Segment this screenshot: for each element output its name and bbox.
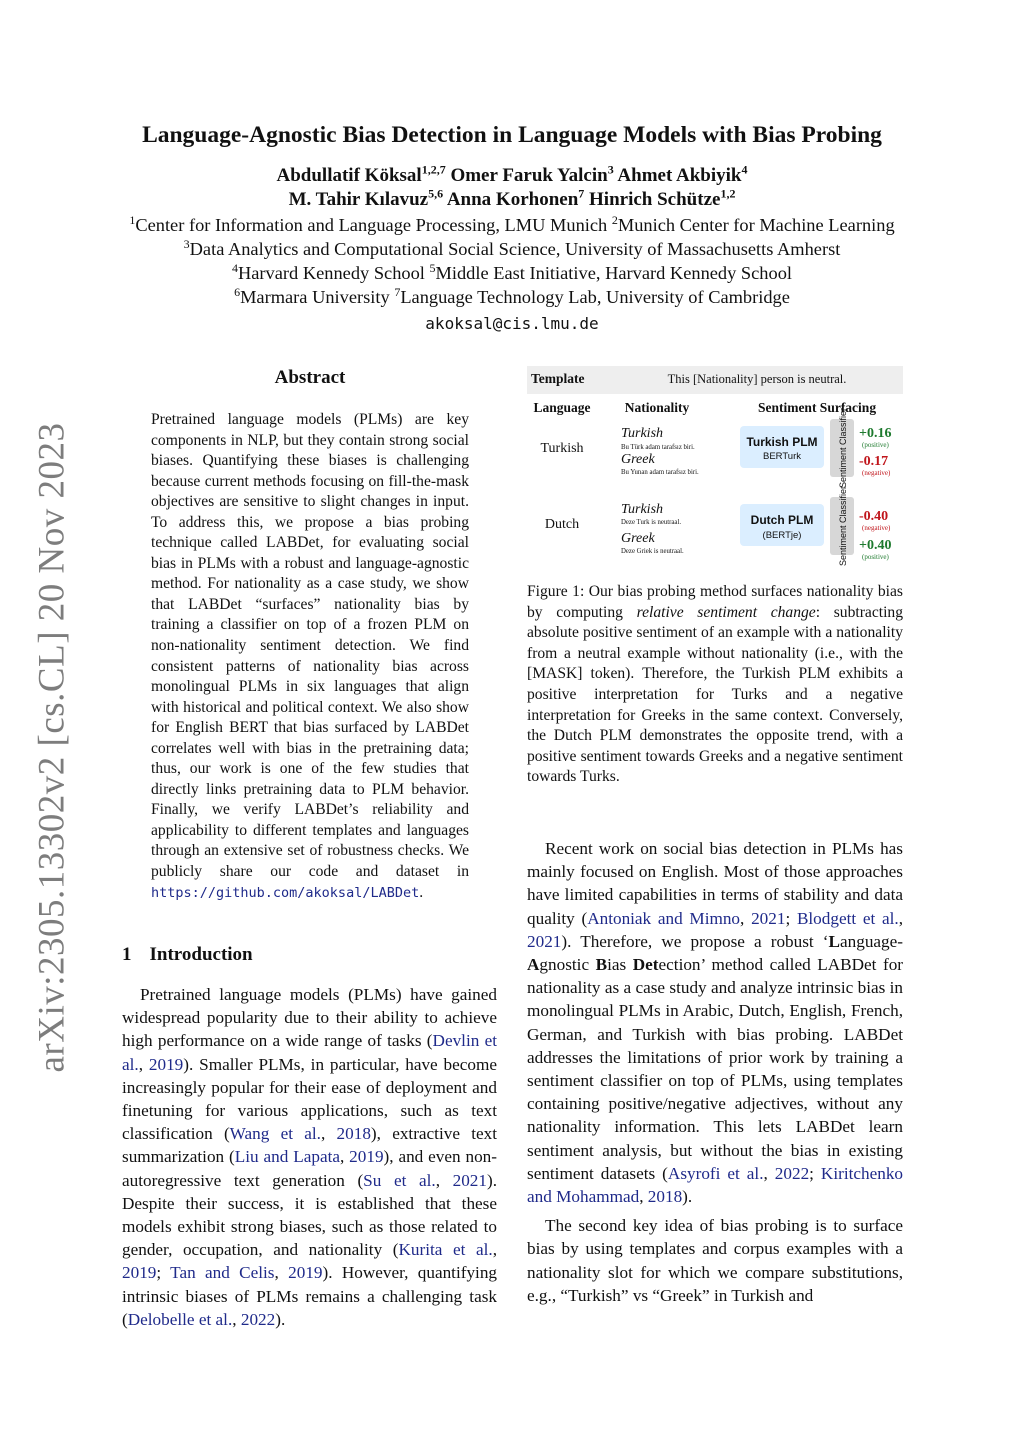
citation-link[interactable]: 2019	[148, 1054, 184, 1074]
figure-1	[527, 366, 903, 572]
author: M. Tahir Kılavuz	[288, 189, 429, 210]
plm-sublabel-turkish: BERTurk	[762, 451, 802, 462]
email[interactable]: akoksal@cis.lmu.de	[425, 314, 599, 333]
citation-link[interactable]: Delobelle et al.	[127, 1309, 233, 1329]
author: Hinrich Schütze	[589, 189, 721, 210]
nationality-greek: Greek	[621, 531, 655, 546]
arxiv-stamp	[22, 422, 82, 1072]
classifier-label: Sentiment Classifier	[838, 485, 848, 567]
citation-link[interactable]: Wang et al.	[229, 1124, 321, 1144]
row-language-turkish: Turkish	[540, 441, 584, 456]
citation-link[interactable]: 2021	[452, 1170, 487, 1190]
score-value: -0.17	[859, 454, 889, 469]
score-label: (negative)	[862, 524, 891, 532]
paper-title: Language-Agnostic Bias Detection in Language Models with Bias Probing	[142, 122, 882, 148]
citation-link[interactable]: 2021	[751, 908, 786, 928]
citation-link[interactable]: Kurita et al.	[398, 1240, 493, 1260]
template-text: This [Nationality] person is neutral.	[667, 372, 847, 386]
affiliation-line-2: $^3$Data Analytics and Computational Social Science, University of Massachusetts Amherst	[183, 236, 841, 259]
nationality-greek: Greek	[621, 452, 655, 467]
score-value: +0.16	[859, 426, 892, 441]
citation-link[interactable]: Asyrofi et al.	[667, 1163, 764, 1183]
intro-left-paragraph: Pretrained language models (PLMs) have gained widespread popularity due to their ability to achieve high performance on a wide range of tasks (Devlin et al., 2019). Smaller PLMs, in particular, have become increasingly popular for their ease of deployment and finetuning for various applications, such as text classification (Wang et al., 2018), extractive text summarization (Liu and Lapata, 2019), and even non-autoregressive text generation (Su et al., 2021). Despite their success, it is established that these models exhibit strong biases, such as those related to gender, occupation, and nationality (Kurita et al., 2019; Tan and Celis, 2019). However, quantifying intrinsic biases of PLMs remains a challenging task (Delobelle et al., 2022).	[122, 985, 498, 1329]
citation-link[interactable]: Tan and Celis	[170, 1263, 275, 1283]
template-label: Template	[531, 371, 585, 386]
score-value: +0.40	[859, 538, 892, 553]
row-language-dutch: Dutch	[544, 517, 580, 532]
citation-link[interactable]: 2022	[240, 1309, 276, 1329]
intro-right-paragraph-2: The second key idea of bias probing is to surface bias by using templates and corpus examples with a nationality slot for which we compare substitutions, e.g., “Turkish” vs “Greek” in Turkish and	[527, 1216, 903, 1305]
affiliation-line-3: $^4$Harvard Kennedy School $^5$Middle East Initiative, Harvard Kennedy School	[231, 260, 792, 283]
citation-link[interactable]: 2021	[527, 931, 562, 951]
author: Abdullatif Köksal	[276, 165, 422, 186]
citation-link[interactable]: Kiritchenko and Mohammad	[527, 1163, 904, 1207]
bold-text: L	[828, 931, 840, 951]
header-language: Language	[533, 400, 591, 415]
arxiv-stamp-text: arXiv:2305.13302v2 [cs.CL] 20 Nov 2023	[31, 422, 73, 1072]
affiliation-line-4: $^6$Marmara University $^7$Language Technology Lab, University of Cambridge	[234, 284, 790, 307]
score-label: (negative)	[862, 469, 891, 477]
citation-link[interactable]: Liu and Lapata	[234, 1147, 340, 1167]
citation-link[interactable]: Blodgett et al.	[796, 908, 899, 928]
example-sentence: Bu Yunan adam tarafsız biri.	[621, 469, 699, 476]
citation-link[interactable]: 2019	[288, 1263, 323, 1283]
author: Omer Faruk Yalcin	[450, 165, 608, 186]
citation-link[interactable]: 2022	[774, 1163, 810, 1183]
bold-text: Det	[632, 955, 659, 975]
plm-label-turkish: Turkish PLM	[746, 435, 818, 449]
authors-line-2: M. Tahir Kılavuz$^{5,6}$ Anna Korhonen$^7$ Hinrich Schütze$^{1,2}$	[288, 186, 736, 210]
abstract-heading: Abstract	[274, 367, 346, 388]
author: Ahmet Akbiyik	[617, 165, 742, 186]
score-value: -0.40	[859, 509, 889, 524]
citation-link[interactable]: 2018	[647, 1187, 683, 1207]
example-sentence: Bu Türk adam tarafsız biri.	[621, 444, 695, 451]
nationality-turkish: Turkish	[621, 502, 664, 517]
intro-right-column	[527, 837, 903, 1307]
score-label: (positive)	[862, 553, 889, 561]
citation-link[interactable]: Su et al.	[363, 1170, 436, 1190]
citation-link[interactable]: 2018	[336, 1124, 371, 1144]
abstract-body: Pretrained language models (PLMs) are key components in NLP, but they contain strong social biases. Quantifying these biases is challenging because current methods focusing on fill-the-mask objectives are sensitive to slight changes in input. To address this, we propose a bias probing technique called LABDet, for evaluating social bias in PLMs with a robust and language-agnostic method. For nationality as a case study, we show that LABDet “surfaces” nationality bias by training a classifier on top of a frozen PLM on non-nationality sentiment detection. We find consistent patterns of nationality bias across monolingual PLMs in six languages that align with historical and political context. We also show for English BERT that bias surfaced by LABDet correlates well with bias in the pretraining data; thus, our work is one of the few studies that directly links pretraining data to PLM behavior. Finally, we verify LABDet’s reliability and applicability to different templates and languages through an extensive set of robustness checks. We publicly share our code and dataset in https://github.com/akoksal/LABDet.	[151, 411, 469, 901]
author: Anna Korhonen	[446, 189, 579, 210]
example-sentence: Deze Turk is neutraal.	[621, 519, 682, 526]
plm-label-dutch: Dutch PLM	[750, 513, 814, 527]
citation-link[interactable]: Antoniak and Mimno	[587, 908, 741, 928]
intro-right-paragraph-1: Recent work on social bias detection in PLMs has mainly focused on English. Most of those approaches have limited capabilities in terms of stability and data quality (Antoniak and Mimno, 2021; Blodgett et al., 2021). Therefore, we propose a robust ‘Language-Agnostic Bias Detection’ method called LABDet for nationality as a case study and analyze intrinsic bias in monolingual PLMs in Arabic, Dutch, English, French, German, and Turkish with bias probing. LABDet addresses the limitations of prior work by training a sentiment classifier on top of PLMs, using templates containing positive/negative adjectives, without any nationality information. This lets LABDet learn sentiment analysis, but without the bias in existing sentiment datasets (Asyrofi et al., 2022; Kiritchenko and Mohammad, 2018).	[527, 839, 904, 1207]
section-heading-introduction: 1 Introduction	[122, 944, 253, 965]
plm-sublabel-dutch: (BERTje)	[762, 530, 802, 541]
authors-line-1: Abdullatif Köksal$^{1,2,7}$ Omer Faruk Yalcin$^3$ Ahmet Akbiyik$^4$	[276, 162, 748, 186]
header-sentiment: Sentiment Surfacing	[757, 400, 877, 415]
score-label: (positive)	[862, 441, 889, 449]
figure-1-caption: Figure 1: Our bias probing method surfaces nationality bias by computing relative sentiment change: subtracting absolute positive sentiment of an example with a nationality from a neutral example without nationality (i.e., with the [MASK] token). Therefore, the Turkish PLM exhibits a positive interpretation for Turks and a negative interpretation for Greeks in the same context. Conversely, the Dutch PLM demonstrates the opposite trend, with a positive sentiment towards Greeks and a negative sentiment towards Turks.	[527, 583, 904, 786]
bold-text: A	[527, 955, 540, 975]
example-sentence: Deze Griek is neutraal.	[621, 548, 684, 555]
citation-link[interactable]: Devlin et al.	[122, 1031, 498, 1074]
github-link[interactable]: https://github.com/akoksal/LABDet	[151, 884, 420, 901]
citation-link[interactable]: 2019	[349, 1147, 384, 1167]
affiliation-line-1: $^1$Center for Information and Language Processing, LMU Munich $^2$Munich Center for Machine Learning	[129, 212, 895, 235]
italic-text: relative sentiment change	[636, 603, 816, 621]
classifier-label: Sentiment Classifier	[838, 407, 848, 489]
bold-text: B	[595, 955, 608, 975]
citation-link[interactable]: 2019	[122, 1263, 157, 1283]
header-nationality: Nationality	[624, 400, 690, 415]
nationality-turkish: Turkish	[621, 426, 664, 441]
